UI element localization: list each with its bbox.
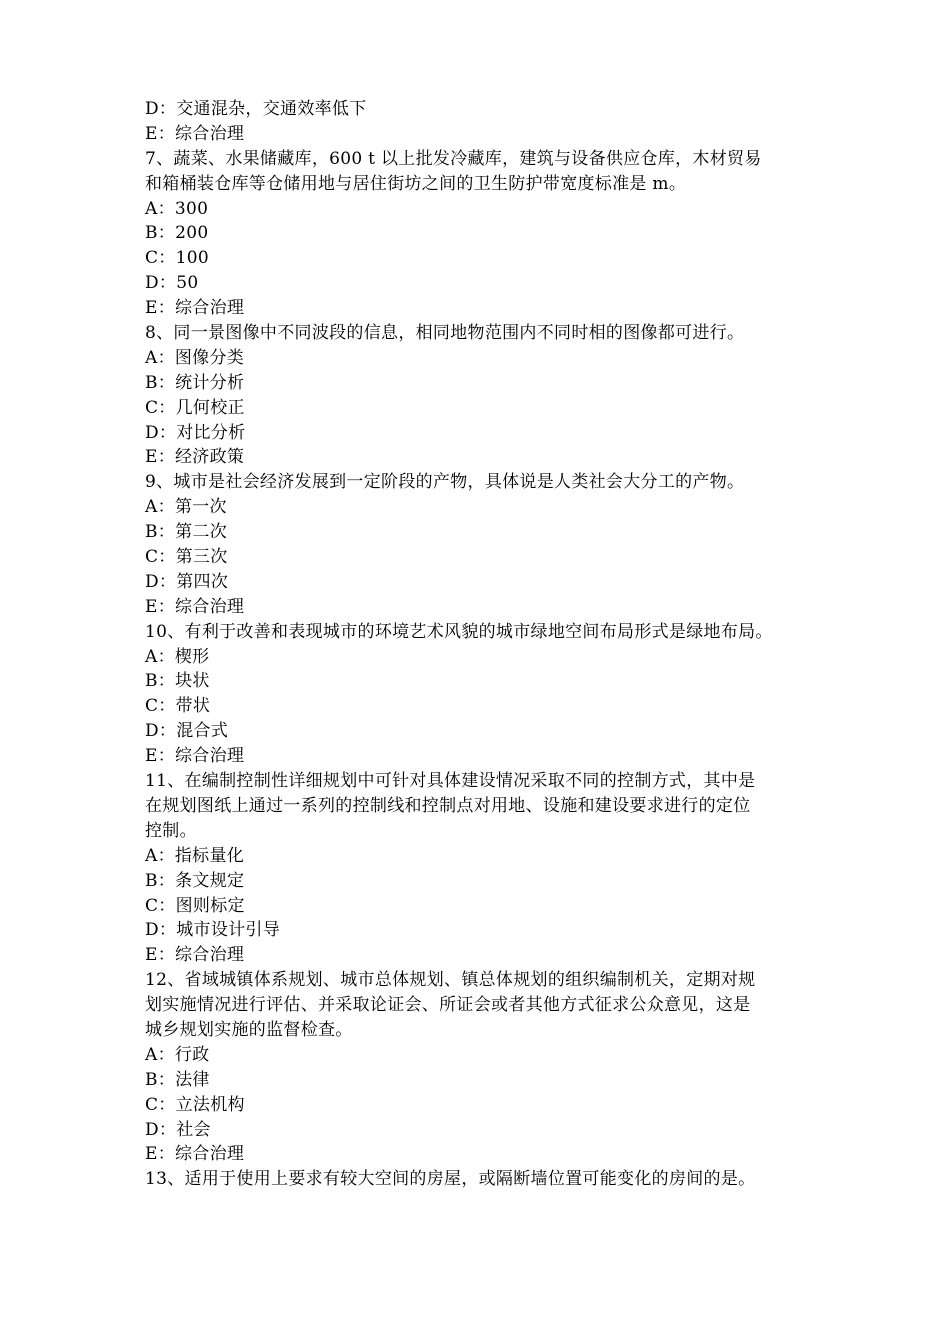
option-line: A：300 xyxy=(145,198,209,219)
option-line: C：100 xyxy=(145,248,209,269)
option-line: A：行政 xyxy=(145,1044,210,1065)
option-line: B：法律 xyxy=(145,1069,210,1090)
question-12-line: 12、省域城镇体系规划、城市总体规划、镇总体规划的组织编制机关，定期对规 xyxy=(145,970,756,991)
question-9-line: 9、城市是社会经济发展到一定阶段的产物，具体说是人类社会大分工的产物。 xyxy=(145,472,745,493)
option-line: E：综合治理 xyxy=(145,1144,245,1165)
option-line: A：第一次 xyxy=(145,497,227,518)
question-7-line: 7、蔬菜、水果储藏库，600 t 以上批发冷藏库，建筑与设备供应仓库，木材贸易 xyxy=(145,148,762,169)
question-11-line: 在规划图纸上通过一系列的控制线和控制点对用地、设施和建设要求进行的定位 xyxy=(145,795,751,816)
question-11-line: 控制。 xyxy=(145,820,197,841)
question-10-line: 10、有利于改善和表现城市的环境艺术风貌的城市绿地空间布局形式是绿地布局。 xyxy=(145,621,773,642)
option-line: C：几何校正 xyxy=(145,397,245,418)
text-line: D：交通混杂，交通效率低下 xyxy=(145,99,367,119)
option-line: D：社会 xyxy=(145,1119,211,1140)
option-line: D：对比分析 xyxy=(145,422,246,443)
question-8-line: 8、同一景图像中不同波段的信息，相同地物范围内不同时相的图像都可进行。 xyxy=(145,323,745,344)
option-line: D：第四次 xyxy=(145,571,229,592)
option-line: E：经济政策 xyxy=(145,447,245,468)
text-line: E：综合治理 xyxy=(145,123,245,144)
option-line: E：综合治理 xyxy=(145,298,245,319)
option-line: D：城市设计引导 xyxy=(145,920,281,941)
option-line: B：条文规定 xyxy=(145,870,245,891)
option-line: B：统计分析 xyxy=(145,372,245,393)
question-11-line: 11、在编制控制性详细规划中可针对具体建设情况采取不同的控制方式，其中是 xyxy=(145,771,756,792)
option-line: C：立法机构 xyxy=(145,1094,245,1115)
option-line: A：图像分类 xyxy=(145,347,245,368)
option-line: C：带状 xyxy=(145,696,211,717)
question-13-line: 13、适用于使用上要求有较大空间的房屋，或隔断墙位置可能变化的房间的是。 xyxy=(145,1169,756,1190)
option-line: E：综合治理 xyxy=(145,746,245,767)
option-line: A：指标量化 xyxy=(145,845,245,866)
option-line: B：块状 xyxy=(145,671,210,692)
question-12-line: 城乡规划实施的监督检查。 xyxy=(145,1019,353,1040)
question-12-line: 划实施情况进行评估、并采取论证会、所证会或者其他方式征求公众意见，这是 xyxy=(145,995,751,1016)
option-line: C：第三次 xyxy=(145,547,228,568)
option-line: C：图则标定 xyxy=(145,895,245,916)
option-line: D：混合式 xyxy=(145,721,229,742)
question-7-line: 和箱桶装仓库等仓储用地与居住街坊之间的卫生防护带宽度标准是 m。 xyxy=(145,173,687,194)
option-line: B：第二次 xyxy=(145,522,227,543)
option-line: D：50 xyxy=(145,273,199,294)
option-line: E：综合治理 xyxy=(145,945,245,966)
document-body xyxy=(145,97,825,1192)
option-line: E：综合治理 xyxy=(145,596,245,617)
option-line: B：200 xyxy=(145,223,209,244)
option-line: A：楔形 xyxy=(145,646,210,667)
